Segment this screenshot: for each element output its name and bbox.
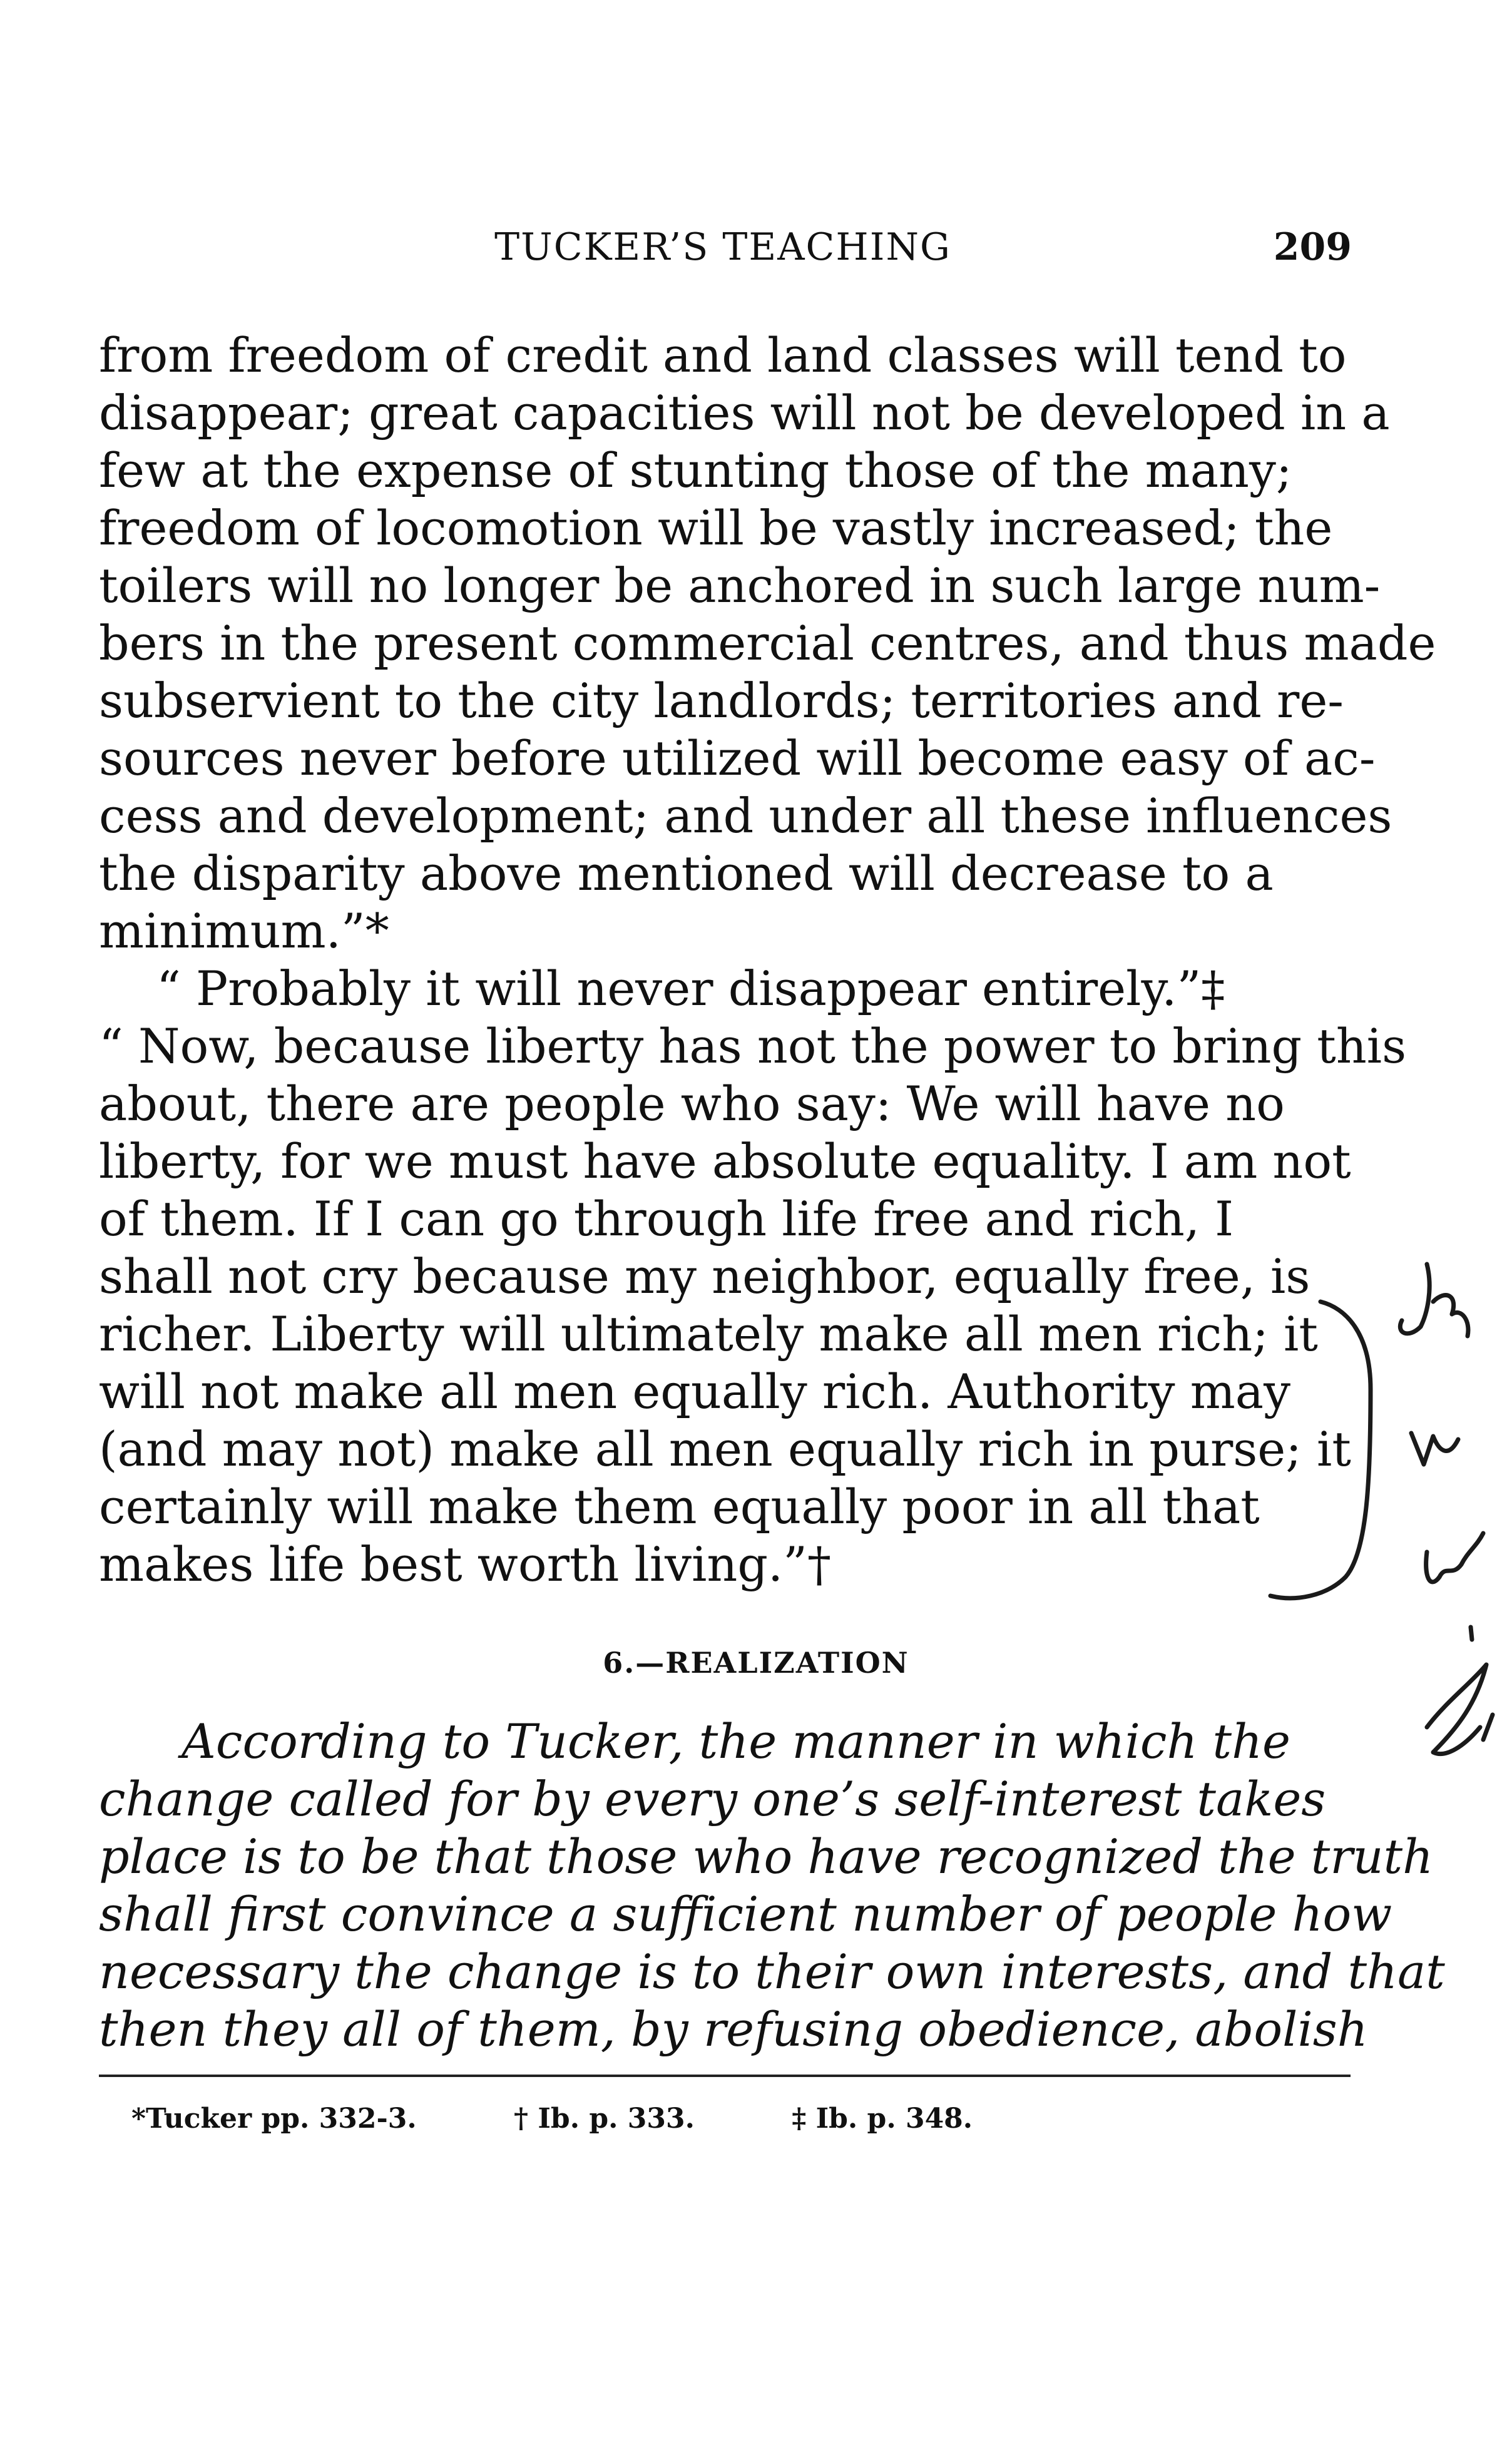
italic-line: place is to be that those who have recognized the truth <box>99 1829 1434 1884</box>
body-line: liberty, for we must have absolute equality. I am not <box>99 1133 1351 1189</box>
body-line: disappear; great capacities will not be developed in a <box>99 385 1390 441</box>
footnote: *Tucker pp. 332-3. <box>131 2103 417 2135</box>
body-line: minimum.”* <box>99 903 389 959</box>
footnote: † Ib. p. 333. <box>514 2103 695 2135</box>
footnotes <box>131 2103 1060 2135</box>
body-line: will not make all men equally rich. Authority may <box>99 1364 1291 1419</box>
body-line: makes life best worth living.”† <box>99 1536 832 1592</box>
italic-line: change called for by every one’s self-interest takes <box>99 1771 1326 1827</box>
body-line: “ Probably it will never disappear entirely.”‡ <box>156 961 1225 1016</box>
body-line: shall not cry because my neighbor, equally free, is <box>99 1248 1310 1304</box>
handwritten-margin-note <box>1245 1227 1508 1852</box>
body-line: toilers will no longer be anchored in such large num- <box>99 558 1381 613</box>
italic-line: According to Tucker, the manner in which the <box>181 1713 1291 1769</box>
section-heading: 6.—REALIZATION <box>603 1646 909 1680</box>
body-line: cess and development; and under all these influences <box>99 788 1392 844</box>
body-line: certainly will make them equally poor in all that <box>99 1479 1260 1534</box>
running-head: TUCKER’S TEACHING <box>494 225 951 269</box>
body-line: (and may not) make all men equally rich in purse; it <box>99 1421 1351 1477</box>
footnote-rule <box>99 2075 1351 2077</box>
body-line: from freedom of credit and land classes will tend to <box>99 327 1347 383</box>
footnote: ‡ Ib. p. 348. <box>792 2103 973 2135</box>
body-line: few at the expense of stunting those of the many; <box>99 442 1292 498</box>
body-line: about, there are people who say: We will have no <box>99 1076 1285 1131</box>
body-line: richer. Liberty will ultimately make all men rich; it <box>99 1306 1318 1362</box>
body-line: subservient to the city landlords; territories and re- <box>99 673 1344 728</box>
body-line: sources never before utilized will become easy of ac- <box>99 730 1376 786</box>
page-header <box>94 225 1352 282</box>
italic-line: shall first convince a sufficient number of people how <box>99 1886 1392 1942</box>
body-line: bers in the present commercial centres, and thus made <box>99 615 1436 671</box>
body-line: freedom of locomotion will be vastly increased; the <box>99 500 1333 556</box>
page-number: 209 <box>1273 225 1352 269</box>
body-line: of them. If I can go through life free and rich, I <box>99 1191 1234 1247</box>
italic-line: then they all of them, by refusing obedience, abolish <box>99 2001 1368 2057</box>
italic-line: necessary the change is to their own interests, and that <box>99 1944 1445 1999</box>
body-line: “ Now, because liberty has not the power to bring this <box>99 1018 1407 1074</box>
body-line: the disparity above mentioned will decrease to a <box>99 845 1274 901</box>
